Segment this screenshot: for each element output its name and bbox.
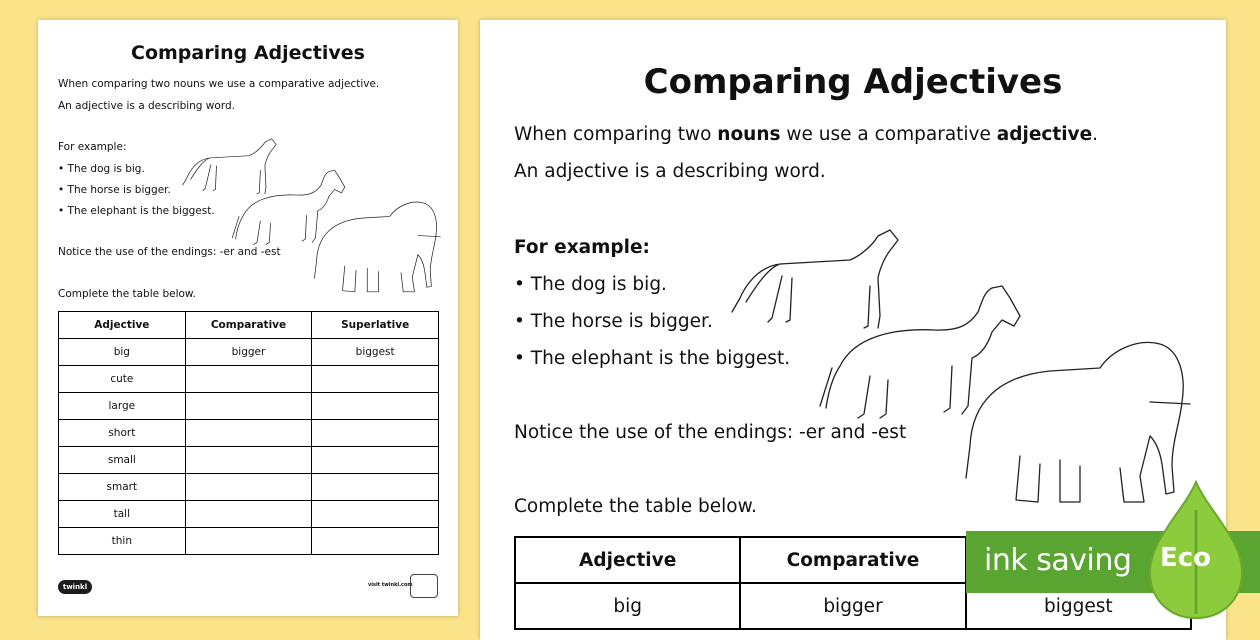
intro-text: When comparing two bbox=[514, 124, 718, 145]
preview-intro-line2: An adjective is a describing word. bbox=[58, 100, 235, 112]
zoom-notice: Notice the use of the endings: -er and -est bbox=[514, 422, 907, 443]
zoom-example-2-text: The horse is bigger. bbox=[530, 311, 713, 332]
dog-illustration bbox=[183, 139, 276, 194]
footer-url: visit twinkl.com bbox=[368, 582, 413, 588]
zoom-title: Comparing Adjectives bbox=[643, 62, 1063, 102]
zoom-example-3-text: The elephant is the biggest. bbox=[530, 348, 791, 369]
table-row bbox=[59, 501, 439, 528]
table-cell bbox=[312, 474, 439, 501]
preview-example-3-text: The elephant is the biggest. bbox=[67, 205, 215, 217]
preview-example-3: • The elephant is the biggest. bbox=[58, 205, 215, 217]
zoom-intro-line2: An adjective is a describing word. bbox=[514, 161, 826, 182]
preview-notice: Notice the use of the endings: -er and -est bbox=[58, 246, 281, 258]
table-cell: biggest bbox=[966, 583, 1191, 629]
table-row bbox=[59, 528, 439, 555]
table-cell: small bbox=[59, 447, 186, 474]
elephant-illustration bbox=[314, 202, 440, 292]
eco-label: Eco bbox=[1160, 543, 1212, 573]
elephant-illustration bbox=[966, 342, 1190, 502]
preview-example-1: • The dog is big. bbox=[58, 163, 145, 175]
table-cell bbox=[312, 528, 439, 555]
table-cell: big bbox=[515, 583, 740, 629]
table-cell bbox=[185, 474, 312, 501]
table-cell: cute bbox=[59, 366, 186, 393]
preview-animals-illustration bbox=[176, 125, 446, 300]
table-cell bbox=[312, 501, 439, 528]
preview-adjective-table bbox=[58, 311, 439, 555]
table-header-cell: Comparative bbox=[740, 537, 965, 583]
table-cell bbox=[185, 366, 312, 393]
table-cell bbox=[185, 528, 312, 555]
dog-illustration bbox=[732, 230, 898, 328]
table-cell bbox=[312, 447, 439, 474]
preview-title: Comparing Adjectives bbox=[131, 42, 365, 64]
zoom-example-1: • The dog is big. bbox=[514, 274, 667, 295]
preview-example-2: • The horse is bigger. bbox=[58, 184, 171, 196]
zoom-animals-illustration bbox=[720, 216, 1200, 506]
table-cell bbox=[185, 420, 312, 447]
table-header-cell: Superlative bbox=[312, 312, 439, 339]
table-row bbox=[59, 447, 439, 474]
table-row bbox=[59, 366, 439, 393]
intro-keyword-nouns: nouns bbox=[717, 124, 781, 145]
table-cell: large bbox=[59, 393, 186, 420]
table-cell: thin bbox=[59, 528, 186, 555]
table-cell: bigger bbox=[185, 339, 312, 366]
preview-example-2-text: The horse is bigger. bbox=[67, 184, 171, 196]
ink-saving-label: ink saving bbox=[984, 543, 1132, 578]
table-row bbox=[59, 393, 439, 420]
intro-text: we use a comparative bbox=[780, 124, 997, 145]
zoom-example-heading: For example: bbox=[514, 237, 650, 258]
table-cell: biggest bbox=[312, 339, 439, 366]
preview-example-heading: For example: bbox=[58, 141, 127, 153]
table-header-row bbox=[59, 312, 439, 339]
table-cell bbox=[185, 501, 312, 528]
zoom-instruction: Complete the table below. bbox=[514, 496, 757, 517]
table-cell bbox=[312, 393, 439, 420]
table-header-cell: Adjective bbox=[515, 537, 740, 583]
preview-intro-line1: When comparing two nouns we use a comparative adjective. bbox=[58, 78, 380, 90]
table-cell bbox=[185, 447, 312, 474]
table-row bbox=[59, 474, 439, 501]
table-cell: big bbox=[59, 339, 186, 366]
table-cell bbox=[312, 420, 439, 447]
intro-text: . bbox=[1092, 124, 1099, 145]
zoom-example-3: • The elephant is the biggest. bbox=[514, 348, 791, 369]
zoom-example-2: • The horse is bigger. bbox=[514, 311, 713, 332]
table-cell bbox=[312, 366, 439, 393]
table-cell: bigger bbox=[740, 583, 965, 629]
table-row bbox=[59, 339, 439, 366]
zoom-intro-line1 bbox=[514, 124, 1098, 145]
table-header-cell: Comparative bbox=[185, 312, 312, 339]
table-cell bbox=[185, 393, 312, 420]
twinkl-logo: twinkl bbox=[58, 580, 92, 594]
horse-illustration bbox=[820, 286, 1020, 418]
zoom-example-1-text: The dog is big. bbox=[530, 274, 667, 295]
preview-instruction: Complete the table below. bbox=[58, 288, 196, 300]
table-cell: tall bbox=[59, 501, 186, 528]
table-row bbox=[59, 420, 439, 447]
preview-example-1-text: The dog is big. bbox=[67, 163, 145, 175]
table-header-cell: Adjective bbox=[59, 312, 186, 339]
table-cell: short bbox=[59, 420, 186, 447]
intro-keyword-adjective: adjective bbox=[996, 124, 1093, 145]
horse-illustration bbox=[232, 170, 345, 244]
worksheet-preview-page bbox=[38, 20, 458, 616]
table-cell: smart bbox=[59, 474, 186, 501]
footer-badge-icon bbox=[410, 574, 438, 598]
